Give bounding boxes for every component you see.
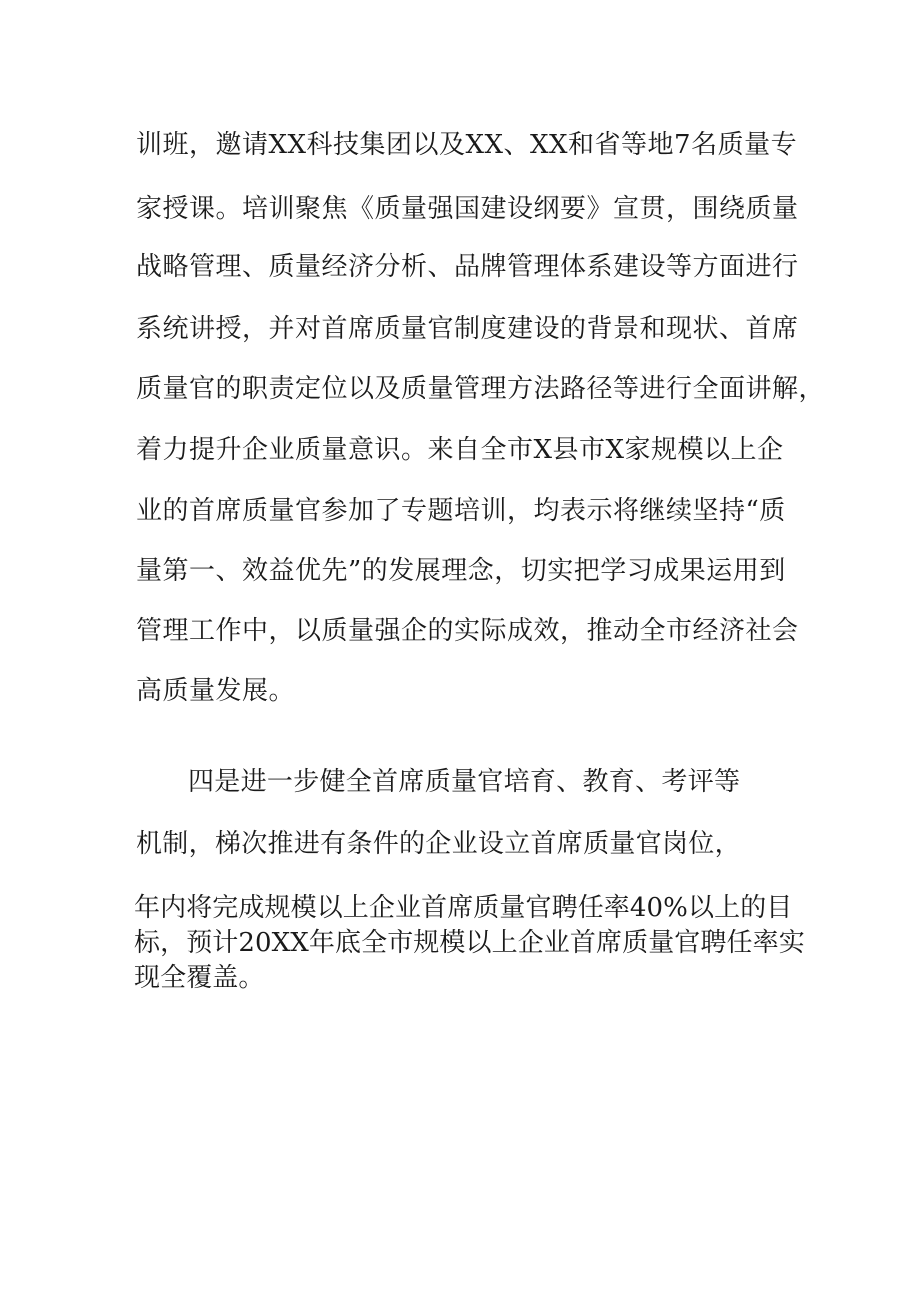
paragraph-line: 量第一、效益优先”的发展理念，切实把学习成果运用到	[136, 556, 786, 586]
paragraph-line: 管理工作中，以质量强企的实际成效，推动全市经济社会	[136, 616, 799, 646]
paragraph-line: 战略管理、质量经济分析、品牌管理体系建设等方面进行	[136, 252, 799, 282]
paragraph-line: 业的首席质量官参加了专题培训，均表示将继续坚持“质	[136, 496, 786, 526]
paragraph-line: 高质量发展。	[136, 676, 296, 706]
paragraph-line: 着力提升企业质量意识。来自全市X县市X家规模以上企	[136, 435, 784, 465]
paragraph-line: 现全覆盖。	[134, 963, 265, 993]
paragraph-line: 四是进一步健全首席质量官培育、教育、考评等	[188, 767, 741, 797]
paragraph-line: 训班，邀请XX科技集团以及XX、XX和省等地7名质量专	[136, 130, 798, 160]
paragraph-line: 系统讲授，并对首席质量官制度建设的背景和现状、首席	[136, 314, 799, 344]
paragraph-line: 年内将完成规模以上企业首席质量官聘任率40%以上的目	[134, 893, 793, 923]
paragraph-line: 标，预计20XX年底全市规模以上企业首席质量官聘任率实	[134, 928, 805, 958]
paragraph-line: 家授课。培训聚焦《质量强国建设纲要》宣贯，围绕质量	[136, 194, 799, 224]
paragraph-line: 机制，梯次推进有条件的企业设立首席质量官岗位，	[136, 829, 741, 859]
paragraph-line: 质量官的职责定位以及质量管理方法路径等进行全面讲解，	[136, 374, 826, 404]
